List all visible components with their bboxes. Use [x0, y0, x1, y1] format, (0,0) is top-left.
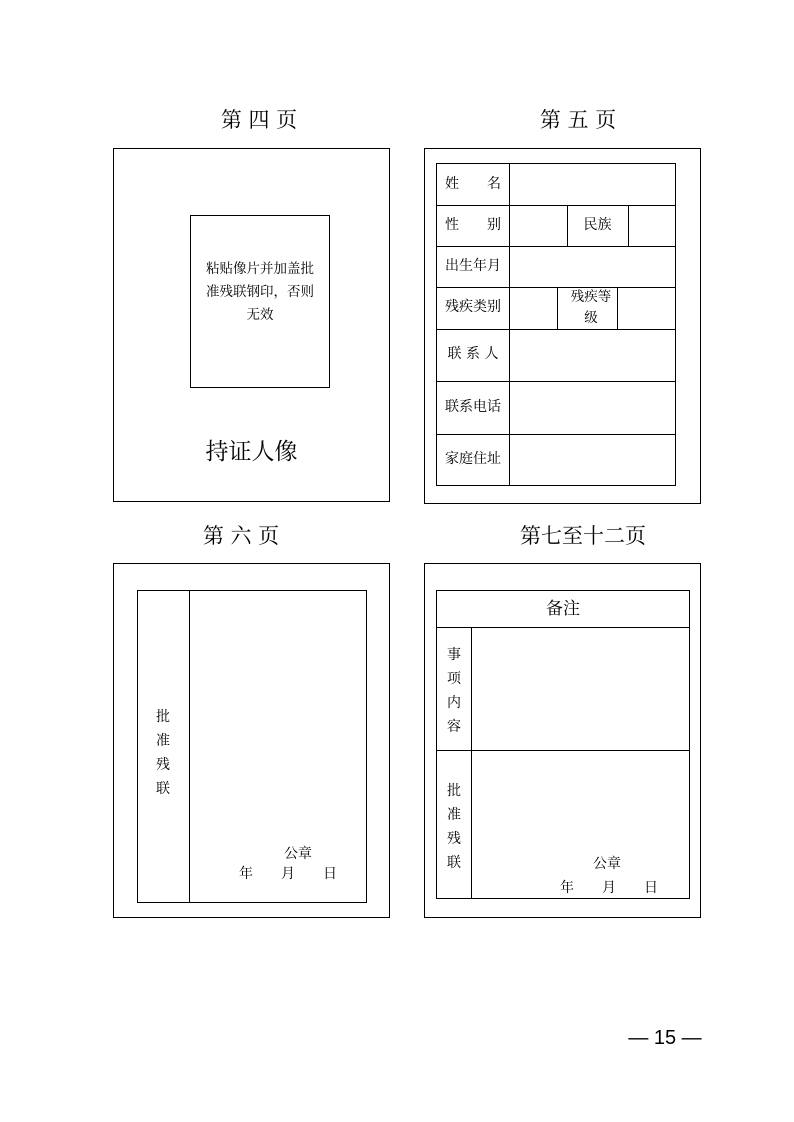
date-line-p7: 年 月 日 — [560, 880, 658, 896]
remarks-header: 备注 — [546, 598, 580, 619]
label-contact-person: 联 系 人 — [447, 346, 499, 363]
date-line: 年 月 日 — [239, 866, 337, 882]
page-number: — 15 — — [628, 1027, 702, 1049]
holder-photo-caption: 持证人像 — [205, 439, 298, 465]
official-seal-label-p7: 公章 — [593, 856, 621, 872]
label-disability-type: 残疾类别 — [445, 299, 501, 316]
info-table — [436, 163, 676, 486]
label-gender: 性 别 — [445, 216, 501, 233]
label-ethnicity: 民族 — [583, 216, 612, 233]
approval-table — [137, 590, 367, 903]
approval-side-label-p7: 批准残联 — [447, 783, 461, 871]
page5-panel — [424, 148, 701, 504]
photo-note: 粘贴像片并加盖批准残联钢印，否则无效 — [206, 261, 314, 323]
page7-title: 第七至十二页 — [520, 524, 646, 548]
page6-panel — [113, 563, 390, 918]
remarks-table — [436, 590, 690, 899]
items-side-label: 事项内容 — [447, 647, 461, 735]
page6-title: 第 六 页 — [202, 524, 280, 548]
label-address: 家庭住址 — [445, 450, 501, 467]
approval-side-label: 批准残联 — [156, 709, 170, 797]
page4-panel — [113, 148, 390, 502]
label-birth: 出生年月 — [445, 257, 501, 274]
page5-title: 第 五 页 — [539, 108, 617, 132]
page7-panel — [424, 563, 701, 918]
official-seal-label: 公章 — [284, 846, 312, 862]
label-name: 姓 名 — [445, 175, 501, 192]
label-contact-phone: 联系电话 — [445, 398, 501, 415]
label-disability-level: 残疾等级 — [570, 289, 612, 326]
photo-placeholder — [190, 215, 330, 388]
page4-title: 第 四 页 — [220, 108, 298, 132]
